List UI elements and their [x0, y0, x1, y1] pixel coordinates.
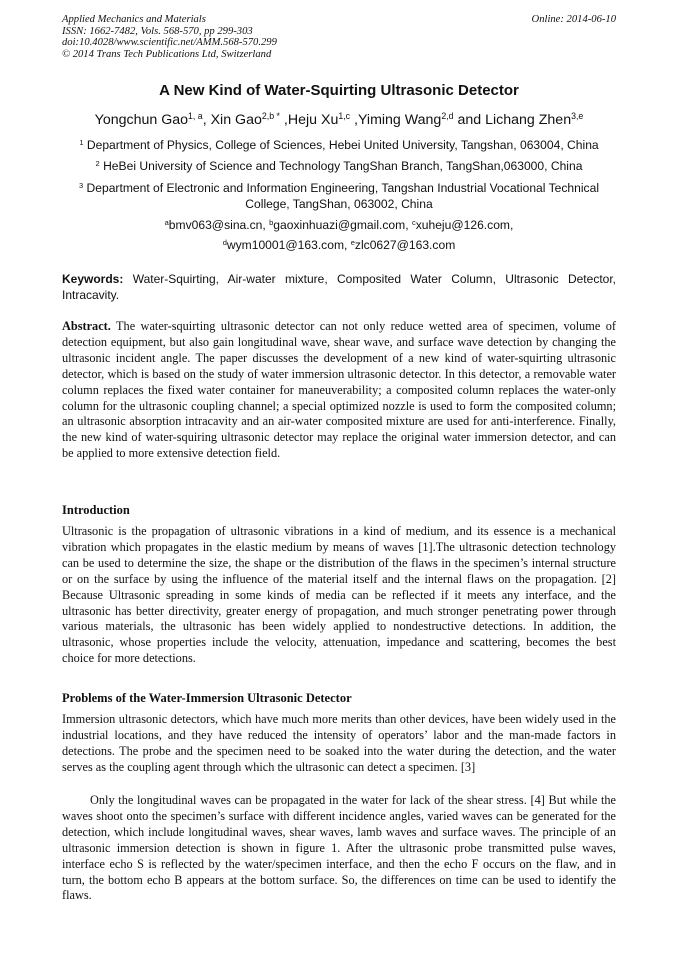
keywords-label: Keywords:: [62, 272, 124, 286]
abstract: [62, 319, 616, 462]
online-date: Online: 2014-06-10: [531, 14, 616, 25]
email-link[interactable]: xuheju@126.com,: [415, 218, 514, 232]
abstract-label: Abstract.: [62, 319, 111, 333]
keywords-text: Water-Squirting, Air-water mixture, Composited Water Column, Ultrasonic Detector, Intracavity.: [62, 272, 616, 302]
issn-line: ISSN: 1662-7482, Vols. 568-570, pp 299-303: [62, 25, 253, 37]
section-heading-problems: Problems of the Water-Immersion Ultrasonic Detector: [62, 691, 352, 705]
problems-paragraph-2: Only the longitudinal waves can be propagated in the water for lack of the shear stress. [4] But while the waves shoot onto the specimen’s surface with different incidence angles, varied waves can be generated for the detection, which include longitudinal waves, shear waves, lamb waves and surface waves. The principle of an ultrasonic immersion detection is shown in figure 1. After the ultrasonic probe transmitted pulse waves, interface echo S is reflected by the water/specimen interface, and then the echo F occurs on the flaw, and in turn, the bottom echo B appears at the bottom surface. So, the differences on time can be used to identify the flaws.: [62, 793, 616, 903]
journal-name: Applied Mechanics and Materials: [62, 14, 206, 25]
email-link[interactable]: zlc0627@163.com: [354, 238, 456, 252]
author: Lichang Zhen$^{3,e}$: [485, 111, 584, 128]
affiliation-3: $^3$ Department of Electronic and Information Engineering, Tangshan Industrial Vocational Technical College, TangShan, 063002, China: [78, 180, 600, 211]
author: Yiming Wang$^{2,d}$ and: [357, 111, 486, 128]
email-link[interactable]: bmv063@sina.cn,: [168, 218, 270, 232]
journal-header: [62, 14, 616, 60]
email-line-2: $^d$wym10001@163.com, $^e$zlc0627@163.com: [222, 237, 456, 252]
doi-line: doi:10.4028/www.scientific.net/AMM.568-570.299: [62, 37, 277, 49]
author-list: [62, 112, 616, 128]
abstract-text: The water-squirting ultrasonic detector can not only reduce wetted area of specimen, volume of detection equipment, but also gain longitudinal wave, shear wave, and surface wave detection by changing the ultrasonic incident angle. The paper discusses the development of a new kind of water-squirting ultrasonic detector, which is based on the study of water immersion ultrasonic detector. In this detector, a removable water column replaces the fixed water container for maneuverability; a composited column replaces the water-only column for the ultrasonic coupling channel; a special optimized nozzle is used to form the composited column; an ultrasonic absorption intracavity and an air-water composited mixture are used for anti-interference. Finally, the new kind of water-squiring ultrasonic detector may replace the original water immersion detector, and can be applied to more extensive detection field.: [62, 319, 616, 461]
email-line-1: $^a$bmv063@sina.cn, $^b$gaoxinhuazi@gmail.com, $^c$xuheju@126.com,: [164, 217, 514, 232]
introduction-paragraph: Ultrasonic is the propagation of ultrasonic vibrations in a kind of medium, and its essence is a mechanical vibration which propagates in the elastic medium by means of waves [1].The ultrasonic detection technology can be used to determine the size, the shape or the distribution of the flaws in the specimen’s internal structure or on the surface by using the influence of the material itself and the internal flaws on the propagation. [2] Because Ultrasonic spreading in some kinds of media can be reflected if it meets any interface, and the ultrasonic has better directivity, greater energy of propagation, and much stronger penetrating power through various materials, the ultrasonic has been widely applied to nondestructive detections. In addition, the ultrasonic, whose properties include the velocity, attenuation, impedance and scattering, becomes the best choice for more detections.: [62, 524, 616, 666]
copyright-line: © 2014 Trans Tech Publications Ltd, Switzerland: [62, 48, 272, 60]
author: Xin Gao$^{2,b *}$ ,: [210, 111, 288, 128]
section-heading-introduction: Introduction: [62, 503, 130, 517]
email-link[interactable]: wym10001@163.com,: [226, 238, 351, 252]
author: Yongchun Gao$^{1, a}$,: [94, 111, 211, 128]
email-link[interactable]: gaoxinhuazi@gmail.com,: [273, 218, 412, 232]
keywords: [62, 272, 616, 303]
affiliation-2: $^2$ HeBei University of Science and Technology TangShan Branch, TangShan,063000, China: [95, 158, 583, 173]
affiliation-1: $^1$ Department of Physics, College of Sciences, Hebei United University, Tangshan, 063004, China: [79, 137, 599, 152]
author: Heju Xu$^{1,c}$ ,: [287, 111, 358, 128]
paper-title: A New Kind of Water-Squirting Ultrasonic Detector: [159, 82, 519, 99]
problems-paragraph-1: Immersion ultrasonic detectors, which have much more merits than other devices, have been widely used in the industrial locations, and they have reduced the intensity of operators’ labor and the man-made factors in detections. The probe and the specimen need to be soaked into the water during the detection, and the water serves as the coupling agent through which the ultrasonic can detect a specimen. [3]: [62, 712, 616, 774]
